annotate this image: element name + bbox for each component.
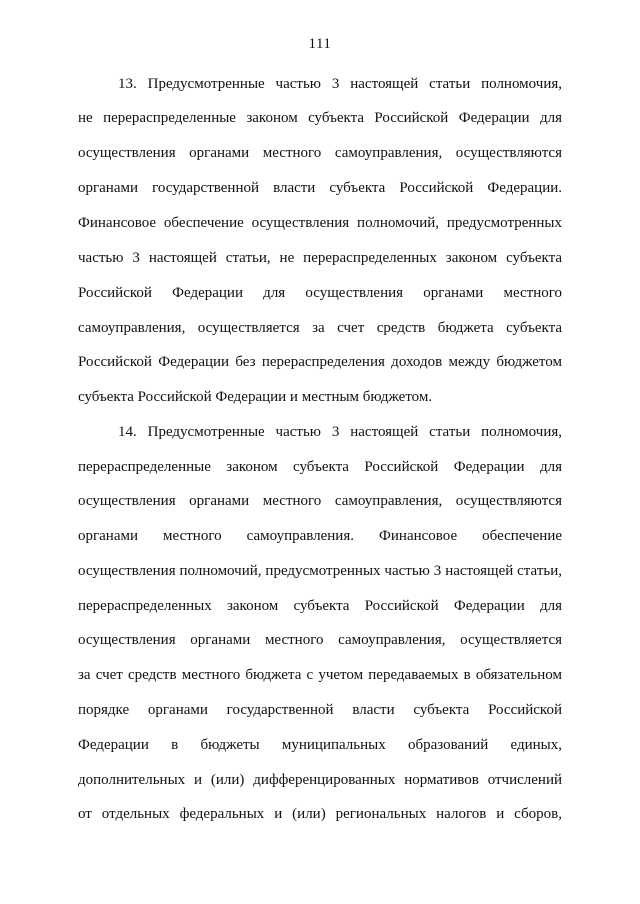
- text-line: дополнительных и (или) дифференцированных нормативов отчислений: [78, 772, 562, 788]
- text-line: перераспределенные законом субъекта Российской Федерации для: [78, 459, 562, 475]
- text-line: порядке органами государственной власти субъекта Российской: [78, 702, 562, 718]
- text-line: самоуправления, осуществляется за счет средств бюджета субъекта: [78, 320, 562, 336]
- text-line: осуществления полномочий, предусмотренных частью 3 настоящей статьи,: [78, 563, 562, 579]
- page-number: 111: [308, 36, 332, 52]
- text-line: частью 3 настоящей статьи, не перераспределенных законом субъекта: [78, 250, 562, 266]
- text-line: Российской Федерации без перераспределения доходов между бюджетом: [78, 354, 562, 370]
- text-line: органами местного самоуправления. Финансовое обеспечение: [78, 528, 562, 544]
- text-line: от отдельных федеральных и (или) региональных налогов и сборов,: [78, 806, 562, 822]
- text-line: Федерации в бюджеты муниципальных образований единых,: [78, 737, 562, 753]
- text-line: органами государственной власти субъекта Российской Федерации.: [78, 180, 562, 196]
- text-line: осуществления органами местного самоуправления, осуществляются: [78, 145, 562, 161]
- text-line: за счет средств местного бюджета с учетом передаваемых в обязательном: [78, 667, 562, 683]
- text-line: Финансовое обеспечение осуществления полномочий, предусмотренных: [78, 215, 562, 231]
- text-line: перераспределенных законом субъекта Российской Федерации для: [78, 598, 562, 614]
- text-line: 13. Предусмотренные частью 3 настоящей статьи полномочия,: [118, 76, 562, 92]
- text-line: не перераспределенные законом субъекта Российской Федерации для: [78, 110, 562, 126]
- text-line: субъекта Российской Федерации и местным бюджетом.: [78, 389, 433, 405]
- text-line: Российской Федерации для осуществления органами местного: [78, 285, 562, 301]
- text-line: осуществления органами местного самоуправления, осуществляется: [78, 632, 562, 648]
- text-line: осуществления органами местного самоуправления, осуществляются: [78, 493, 562, 509]
- text-line: 14. Предусмотренные частью 3 настоящей статьи полномочия,: [118, 424, 562, 440]
